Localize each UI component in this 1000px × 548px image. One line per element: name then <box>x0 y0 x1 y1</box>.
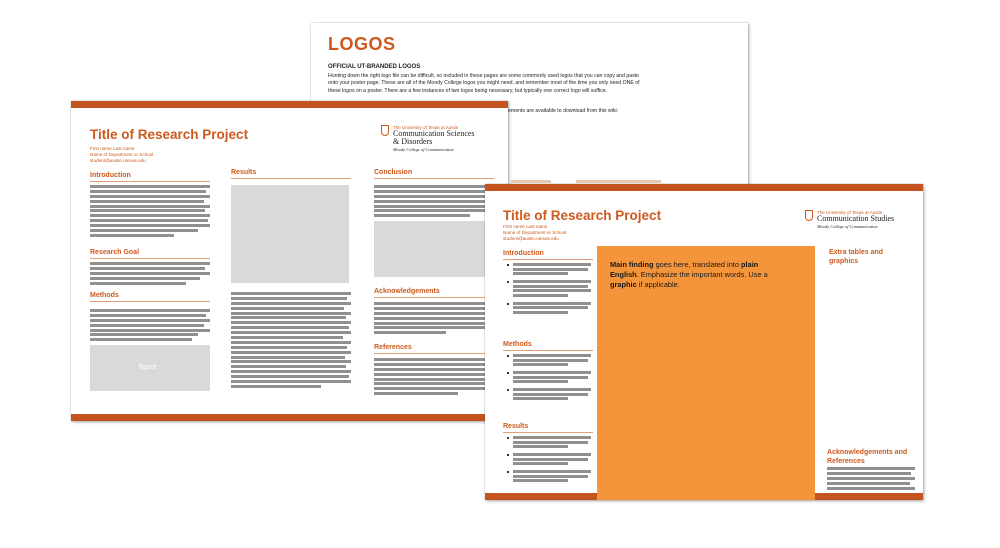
research-goal-text <box>90 262 210 286</box>
main-finding-text: Main finding goes here, translated into plain English. Emphasize the important words. Use a graphic if applicable. <box>610 260 768 289</box>
section-rule <box>374 297 494 298</box>
section-methods: Methods <box>90 292 119 299</box>
section-rule <box>374 353 494 354</box>
methods-bullets <box>507 354 591 405</box>
department-name: Name of Department or School <box>503 230 567 235</box>
logos-partial-line: ements are available to download from this wiki: <box>508 108 619 114</box>
section-references: References <box>374 344 412 351</box>
acknowledgements-text <box>374 302 494 338</box>
author-name: First name Last name <box>90 146 135 151</box>
author-email: student@austin.utexas.edu <box>90 158 146 163</box>
top-bar <box>485 184 923 191</box>
extra-tables-heading: Extra tables and graphics <box>829 249 884 265</box>
ack-refs-text <box>827 467 915 495</box>
section-rule <box>90 258 210 259</box>
author-email: student@austin.utexas.edu <box>503 236 559 241</box>
logo-unit-line2: & Disorders <box>393 137 433 146</box>
section-rule <box>231 178 351 179</box>
csd-logo <box>381 125 501 165</box>
department-name: Name of Department or School <box>90 152 154 157</box>
list-item <box>507 436 591 448</box>
author-name: First name Last name <box>503 224 548 229</box>
figure-label: figure <box>139 364 157 371</box>
longhorn-icon <box>381 125 389 136</box>
section-rule <box>374 178 494 179</box>
results-graphic-placeholder <box>231 185 349 283</box>
comm-studies-logo <box>805 210 920 242</box>
logo-college: Moody College of Communication <box>393 147 454 152</box>
references-text <box>374 358 494 398</box>
poster-template-main-finding <box>485 184 923 500</box>
section-acknowledgements: Acknowledgements <box>374 288 440 295</box>
section-rule <box>90 301 210 302</box>
section-conclusion: Conclusion <box>374 169 413 176</box>
poster-template-three-column <box>71 101 508 421</box>
results-text <box>231 292 351 392</box>
faint-logo-strip <box>576 180 661 183</box>
poster-title: Title of Research Project <box>503 208 662 223</box>
faint-logo-strip <box>511 180 551 183</box>
bottom-bar <box>71 414 508 421</box>
section-methods: Methods <box>503 341 532 348</box>
section-results: Results <box>231 169 257 176</box>
list-item <box>507 302 591 314</box>
logos-heading: LOGOS <box>328 34 396 54</box>
section-rule <box>503 259 593 260</box>
section-rule <box>503 350 593 351</box>
list-item <box>507 263 591 275</box>
section-introduction: Introduction <box>503 250 544 257</box>
logo-unit-line1: Communication Sciences <box>393 129 475 138</box>
main-finding-box <box>597 246 815 500</box>
logo-college: Moody College of Communication <box>817 224 878 229</box>
list-item <box>507 453 591 465</box>
list-item <box>507 371 591 383</box>
logos-paragraph: Hunting down the right logo file can be difficult, so included in these pages are some commonly used logos that you can copy and paste onto your poster page. These are all of the Moody College logos you might need, and remember most of the time you only need ONE of these logos on a poster. There are a few instances of two logos being necessary, but typically one correct logo will suffice. <box>328 73 640 94</box>
logo-university: The University of Texas at Austin <box>817 210 883 215</box>
introduction-bullets <box>507 263 591 319</box>
top-bar <box>71 101 508 108</box>
section-introduction: Introduction <box>90 172 131 179</box>
list-item <box>507 280 591 297</box>
longhorn-icon <box>805 210 813 221</box>
section-results: Results <box>503 423 529 430</box>
poster-title: Title of Research Project <box>90 127 249 142</box>
list-item <box>507 354 591 366</box>
section-research-goal: Research Goal <box>90 249 140 256</box>
methods-text <box>90 309 210 343</box>
introduction-text <box>90 185 210 241</box>
list-item <box>507 470 591 482</box>
section-rule <box>503 432 593 433</box>
logo-unit: Communication Studies <box>817 214 895 223</box>
logos-subheading: OFFICIAL UT-BRANDED LOGOS <box>328 64 421 70</box>
section-rule <box>90 181 210 182</box>
list-item <box>507 388 591 400</box>
ack-refs-heading: Acknowledgements and References <box>827 449 908 465</box>
logo-university: The University of Texas at Austin <box>393 125 459 130</box>
conclusion-text <box>374 185 494 221</box>
results-bullets <box>507 436 591 487</box>
